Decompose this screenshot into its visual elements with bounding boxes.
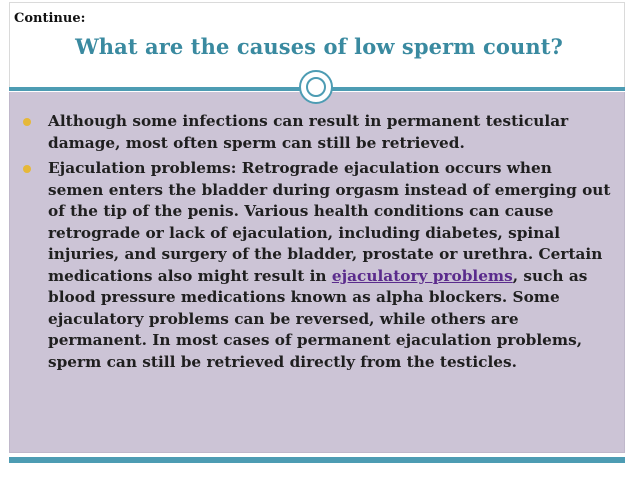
ejaculatory-problems-link[interactable]: ejaculatory problems — [331, 266, 513, 285]
bullet-text-after-link: , such as blood pressure medications known as alpha blockers. Some ejaculatory problems can be reversed, while others are permanent. In most cases of permanent ejaculation problems, sperm can still be retrieved directly from the testicles. — [48, 266, 588, 371]
bullet-dot-icon — [23, 118, 31, 126]
bottom-divider — [9, 457, 625, 463]
bullet-item-ejaculation — [20, 158, 612, 373]
inner-circle-icon — [306, 77, 326, 97]
bullet-list — [20, 111, 612, 377]
circle-ornament-icon — [299, 70, 333, 104]
slide-title: What are the causes of low sperm count? — [75, 34, 563, 59]
bullet-dot-icon — [23, 165, 31, 173]
bullet-text: Although some infections can result in permanent testicular damage, most often sperm can still be retrieved. — [48, 112, 569, 152]
bullet-item-infections — [20, 111, 612, 154]
continue-label: Continue: — [14, 11, 86, 26]
bullet-text-before-link: Ejaculation problems: Retrograde ejaculation occurs when semen enters the bladder during orgasm instead of emerging out of the tip of the penis. Various health conditions can cause retrograde or lack of ejaculation, including diabetes, spinal injuries, and surgery of the bladder, prostate or urethra. Certain medications also might result in — [48, 159, 611, 285]
